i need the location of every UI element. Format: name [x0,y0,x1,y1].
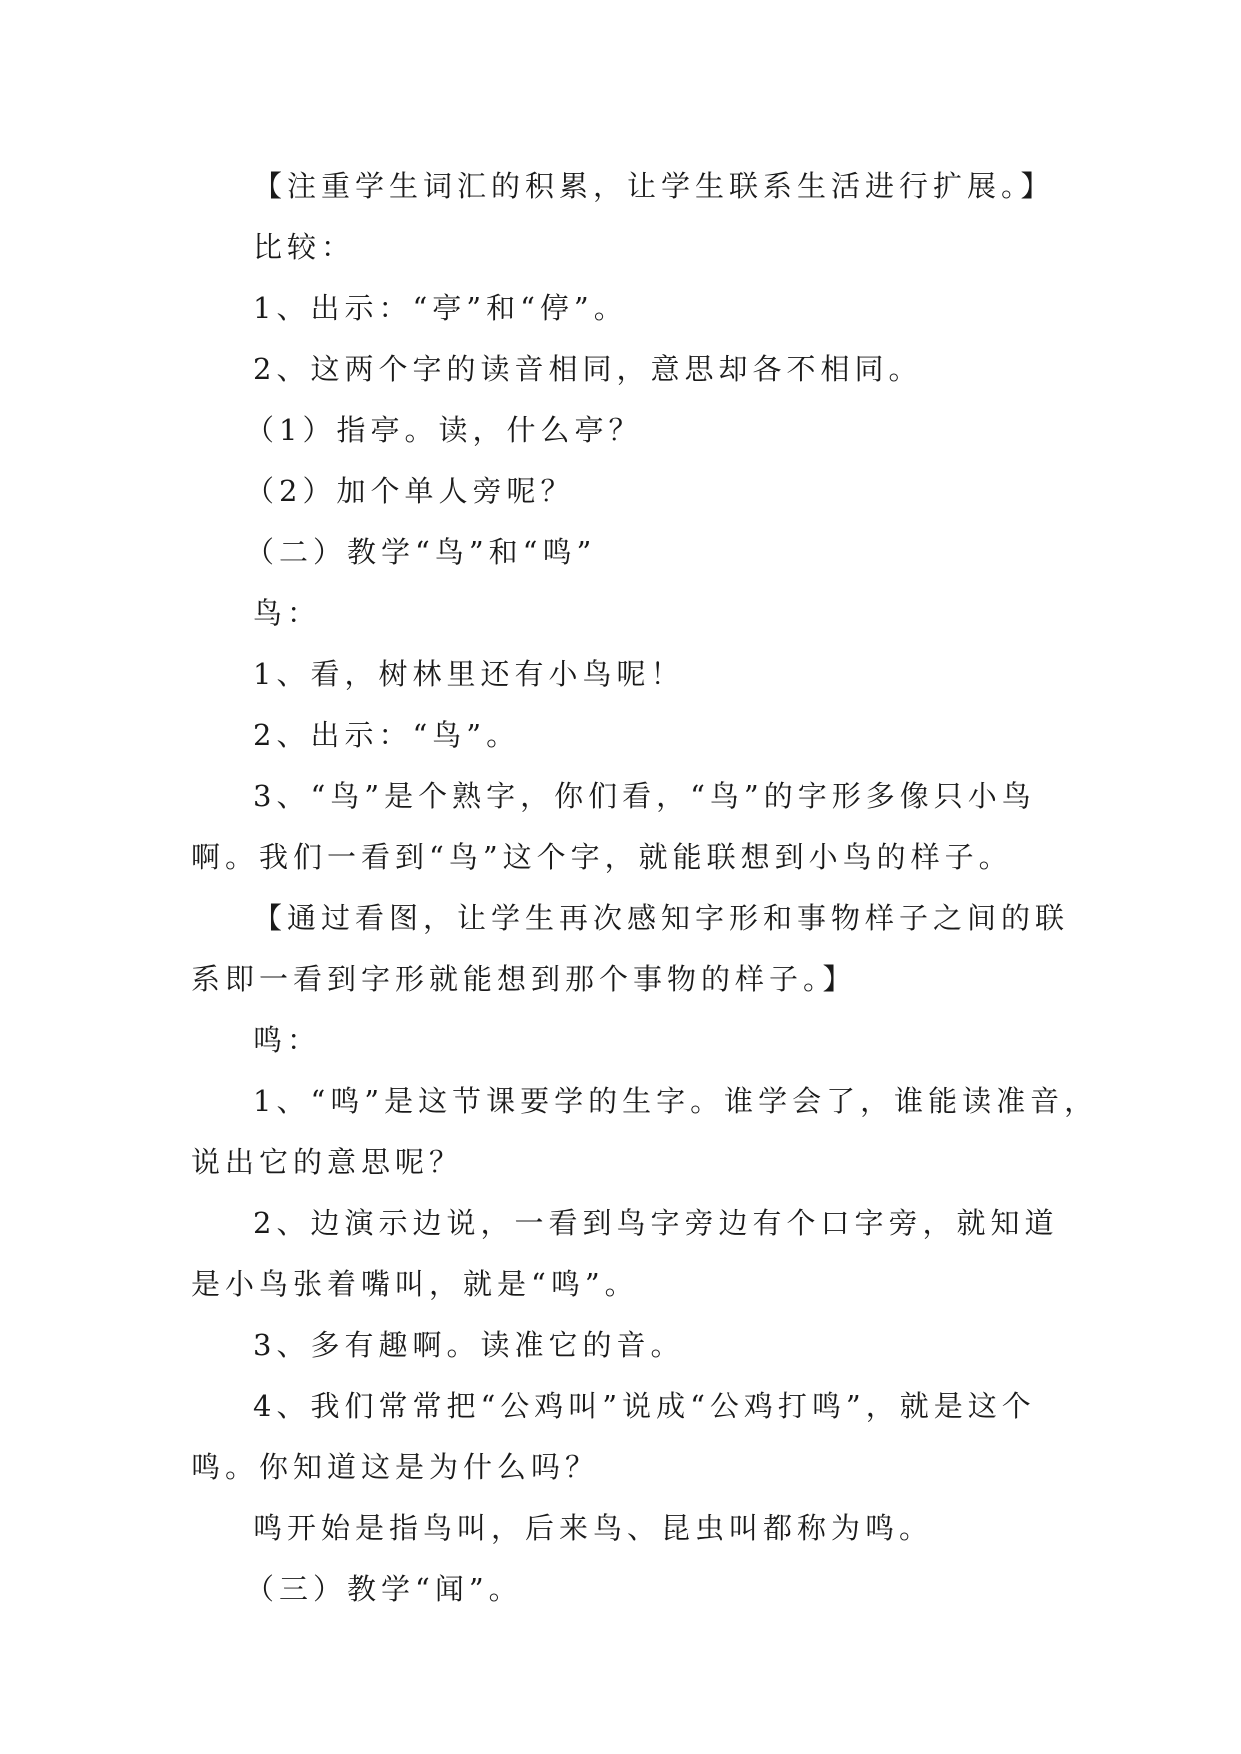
teaching-note: 【注重学生词汇的积累，让学生联系生活进行扩展。】 [253,169,1055,203]
text-line: 啊。我们一看到“鸟”这个字，就能联想到小鸟的样子。 [191,840,1013,874]
text-line: 是小鸟张着嘴叫，就是“鸣”。 [191,1267,639,1301]
text-line: 3、“鸟”是个熟字，你们看，“鸟”的字形多像只小鸟 [253,779,1036,813]
text-line: （2）加个单人旁呢？ [245,474,575,508]
text-line: 说出它的意思呢？ [191,1145,464,1179]
teaching-note: 【通过看图，让学生再次感知字形和事物样子之间的联 [253,901,1070,935]
document-body [191,156,1099,1620]
text-line: 2、这两个字的读音相同，意思却各不相同。 [253,352,923,386]
text-line: 鸣开始是指鸟叫，后来鸟、昆虫叫都称为鸣。 [253,1511,934,1545]
text-line: 1、出示：“亭”和“停”。 [253,291,628,325]
section-label-compare: 比较： [253,230,356,264]
text-line: 3、多有趣啊。读准它的音。 [253,1328,685,1362]
section-label-niao: 鸟： [253,596,322,630]
text-line: 1、“鸣”是这节课要学的生字。谁学会了，谁能读准音， [253,1084,1099,1118]
section-label-ming: 鸣： [253,1023,322,1057]
text-line: 鸣。你知道这是为什么吗？ [191,1450,600,1484]
text-line: 1、看，树林里还有小鸟呢！ [253,657,685,691]
section-heading: （三）教学“闻”。 [245,1572,523,1606]
section-heading: （二）教学“鸟”和“鸣” [245,535,597,569]
teaching-note: 系即一看到字形就能想到那个事物的样子。】 [191,962,857,996]
text-line: 2、出示：“鸟”。 [253,718,521,752]
text-line: 2、边演示边说，一看到鸟字旁边有个口字旁，就知道 [253,1206,1059,1240]
text-line: （1）指亭。读，什么亭？ [245,413,643,447]
text-line: 4、我们常常把“公鸡叫”说成“公鸡打鸣”，就是这个 [253,1389,1036,1423]
